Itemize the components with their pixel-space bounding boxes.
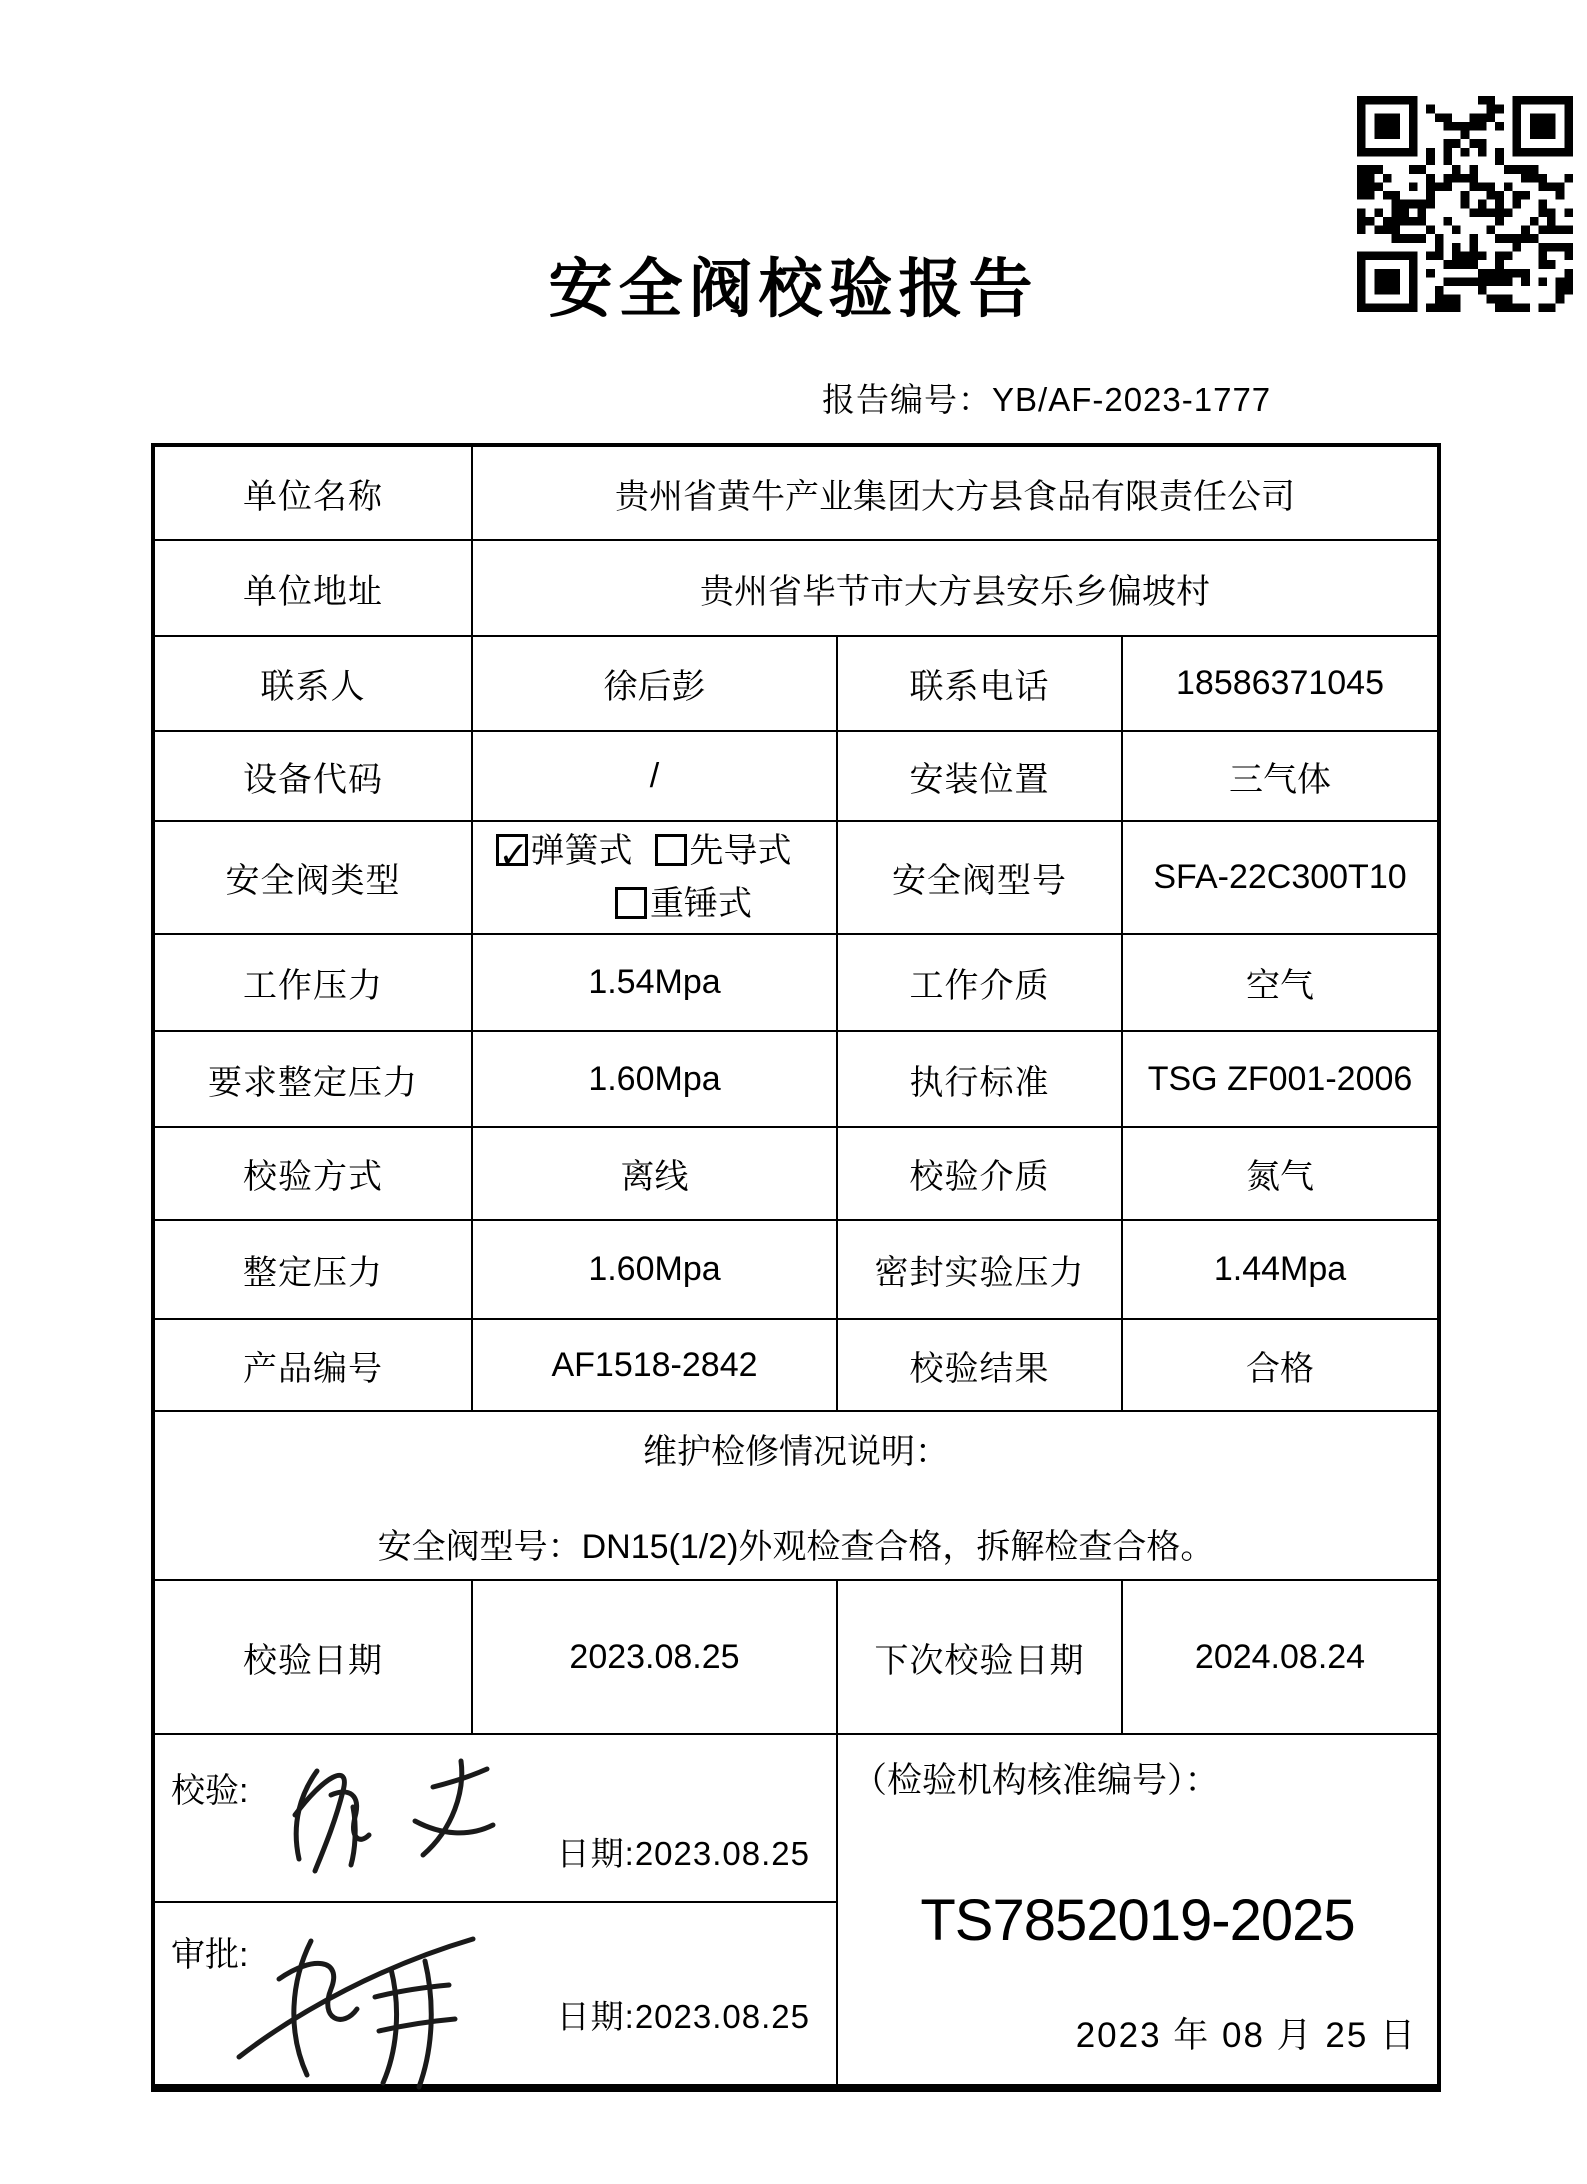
working-medium-value: 空气	[1122, 934, 1439, 1031]
checkbox-icon	[655, 834, 687, 866]
install-location-value: 三气体	[1122, 731, 1439, 821]
valve-model-value: SFA-22C300T10	[1122, 821, 1439, 934]
set-pressure-value: 1.60Mpa	[472, 1220, 837, 1319]
valve-type-line1	[473, 825, 836, 878]
maintenance-cell	[153, 1411, 1439, 1580]
seal-test-pressure-value: 1.44Mpa	[1122, 1220, 1439, 1319]
row-device-code	[153, 731, 1439, 821]
org-approval-cell	[837, 1734, 1439, 2088]
report-number-label: 报告编号：	[822, 381, 992, 418]
verify-label: 校验:	[171, 1772, 249, 1810]
unit-name-value: 贵州省黄牛产业集团大方县食品有限责任公司	[472, 445, 1439, 540]
row-unit-address	[153, 540, 1439, 636]
page-title: 安全阀校验报告	[548, 253, 1039, 325]
checkbox-spring-label: 弹簧式	[530, 831, 633, 870]
required-set-pressure-value: 1.60Mpa	[472, 1031, 837, 1127]
maintenance-content: 安全阀型号：DN15(1/2)外观检查合格，拆解检查合格。	[377, 1527, 1215, 1566]
maintenance-title: 维护检修情况说明：	[643, 1432, 950, 1471]
calibration-medium-label: 校验介质	[837, 1127, 1122, 1220]
product-number-value: AF1518-2842	[472, 1319, 837, 1411]
required-set-pressure-label: 要求整定压力	[153, 1031, 472, 1127]
device-code-label: 设备代码	[153, 731, 472, 821]
calibration-date-label: 校验日期	[153, 1580, 472, 1734]
row-working-pressure	[153, 934, 1439, 1031]
row-calibration-method	[153, 1127, 1439, 1220]
device-code-value: /	[472, 731, 837, 821]
checkbox-spring-type[interactable]	[496, 832, 633, 870]
working-pressure-label: 工作压力	[153, 934, 472, 1031]
issue-date: 2023 年 08 月 25 日	[1075, 2016, 1418, 2055]
checkbox-icon	[496, 834, 528, 866]
standard-value: TSG ZF001-2006	[1122, 1031, 1439, 1127]
next-calibration-date-value: 2024.08.24	[1122, 1580, 1439, 1734]
approve-label: 审批:	[171, 1936, 249, 1974]
install-location-label: 安装位置	[837, 731, 1122, 821]
contact-label: 联系人	[153, 636, 472, 731]
set-pressure-label: 整定压力	[153, 1220, 472, 1319]
valve-type-options	[472, 821, 837, 934]
valve-type-label: 安全阀类型	[153, 821, 472, 934]
report-number	[822, 374, 1271, 421]
checkbox-pilot-type[interactable]	[655, 832, 792, 870]
row-product-number	[153, 1319, 1439, 1411]
calibration-result-value: 合格	[1122, 1319, 1439, 1411]
row-unit-name	[153, 445, 1439, 540]
contact-value: 徐后彭	[472, 636, 837, 731]
checkbox-pilot-label: 先导式	[689, 831, 792, 870]
row-set-pressure	[153, 1220, 1439, 1319]
row-valve-type	[153, 821, 1439, 934]
working-medium-label: 工作介质	[837, 934, 1122, 1031]
unit-address-label: 单位地址	[153, 540, 472, 636]
approve-cell	[153, 1902, 837, 2088]
approve-signature	[215, 1925, 495, 2095]
row-required-set-pressure	[153, 1031, 1439, 1127]
row-calibration-date	[153, 1580, 1439, 1734]
report-table	[151, 443, 1441, 2092]
calibration-medium-value: 氮气	[1122, 1127, 1439, 1220]
verify-date: 日期:2023.08.25	[556, 1835, 810, 1872]
checkbox-icon	[615, 887, 647, 919]
seal-test-pressure-label: 密封实验压力	[837, 1220, 1122, 1319]
row-maintenance	[153, 1411, 1439, 1580]
calibration-result-label: 校验结果	[837, 1319, 1122, 1411]
report-number-value: YB/AF-2023-1777	[992, 381, 1272, 418]
org-approval-label: （检验机构核准编号）：	[852, 1761, 1220, 1800]
row-contact	[153, 636, 1439, 731]
calibration-method-value: 离线	[472, 1127, 837, 1220]
calibration-date-value: 2023.08.25	[472, 1580, 837, 1734]
unit-address-value: 贵州省毕节市大方县安乐乡偏坡村	[472, 540, 1439, 636]
valve-model-label: 安全阀型号	[837, 821, 1122, 934]
row-verify-signature	[153, 1734, 1439, 1902]
calibration-method-label: 校验方式	[153, 1127, 472, 1220]
org-approval-code: TS7852019-2025	[920, 1888, 1355, 1953]
working-pressure-value: 1.54Mpa	[472, 934, 837, 1031]
phone-label: 联系电话	[837, 636, 1122, 731]
product-number-label: 产品编号	[153, 1319, 472, 1411]
verify-cell	[153, 1734, 837, 1902]
approve-date: 日期:2023.08.25	[556, 1998, 810, 2035]
next-calibration-date-label: 下次校验日期	[837, 1580, 1122, 1734]
verify-signature	[265, 1743, 515, 1893]
checkbox-weight-label: 重锤式	[650, 884, 752, 923]
valve-type-line2	[553, 878, 836, 931]
phone-value: 18586371045	[1122, 636, 1439, 731]
checkbox-weight-type[interactable]	[615, 885, 752, 923]
standard-label: 执行标准	[837, 1031, 1122, 1127]
unit-name-label: 单位名称	[153, 445, 472, 540]
